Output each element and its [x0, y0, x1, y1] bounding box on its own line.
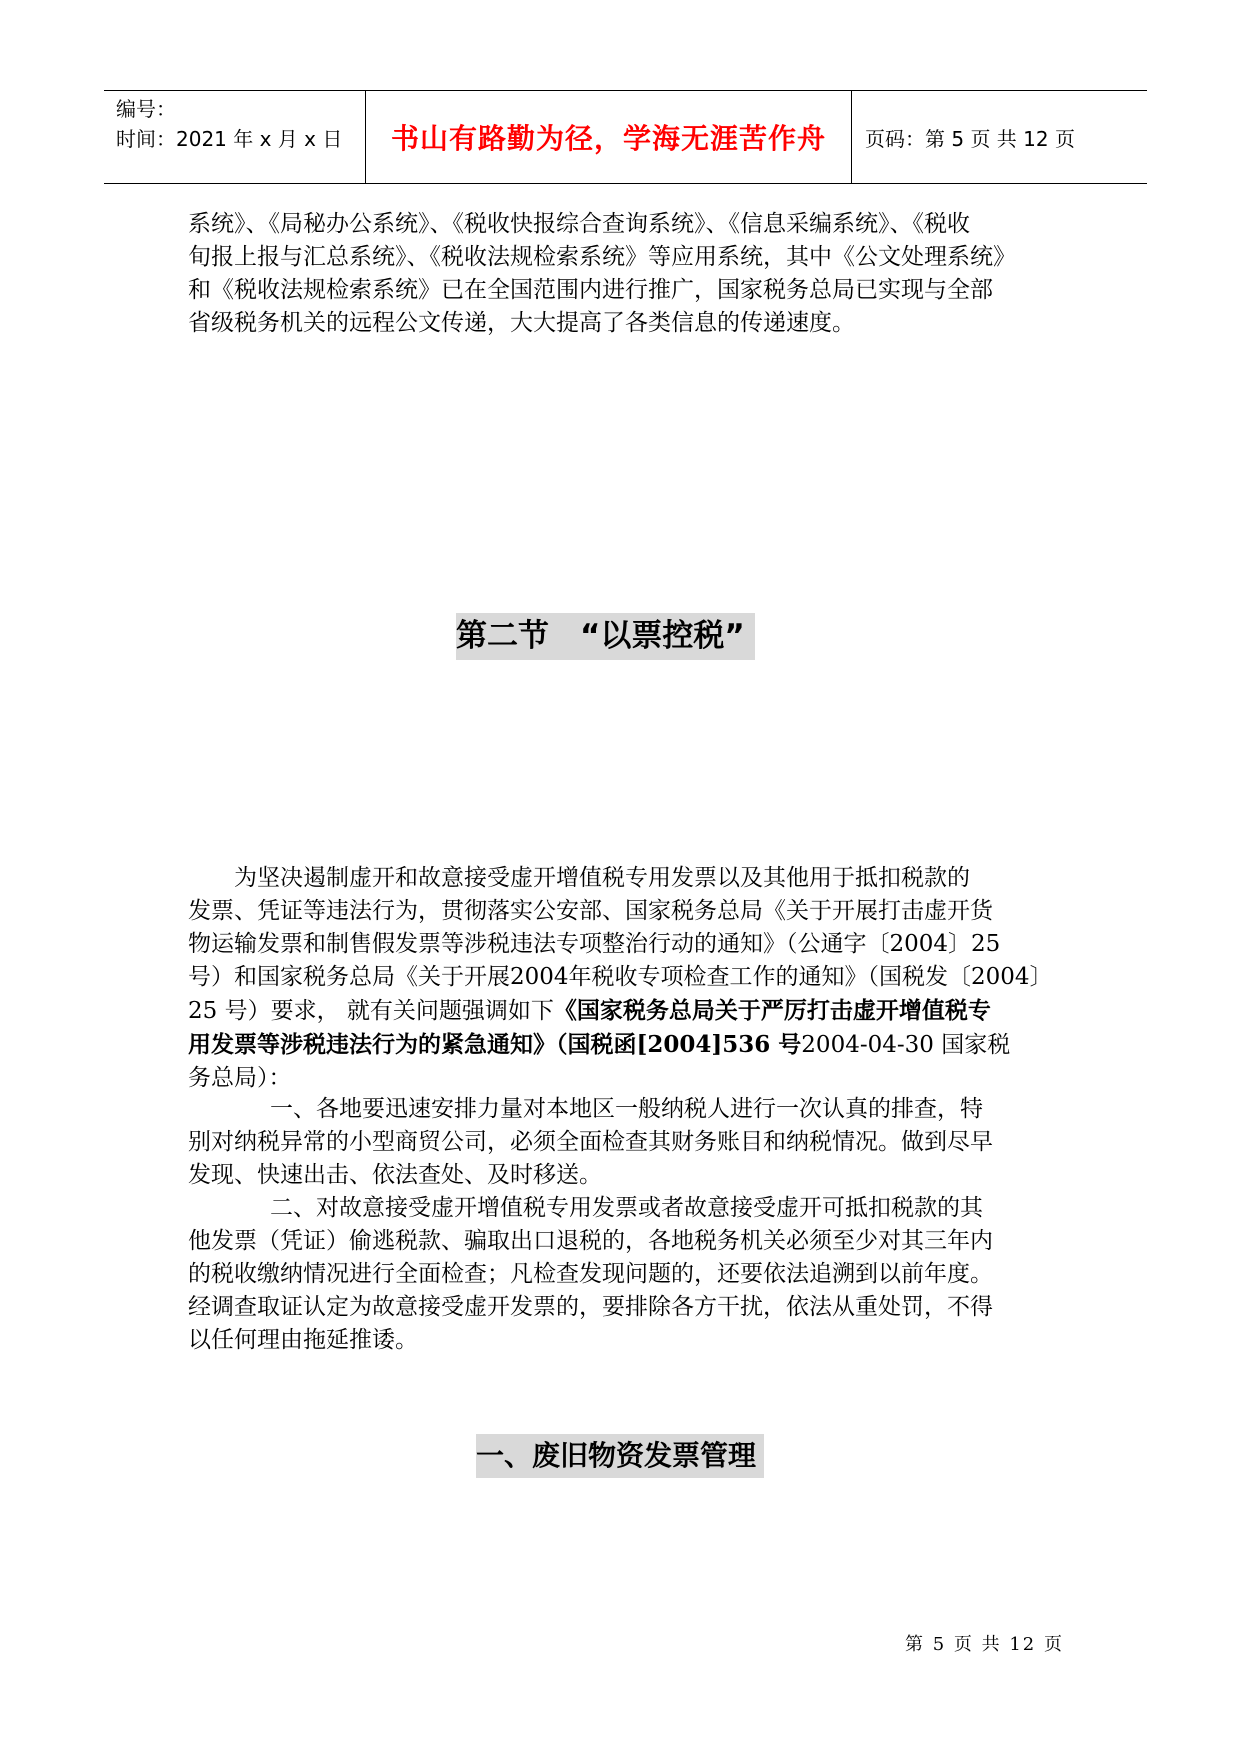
item-two-paragraph [188, 1192, 1068, 1357]
intro-line: 旬报上报与汇总系统》、《税收法规检索系统》等应用系统，其中《公文处理系统》 [188, 244, 1016, 270]
main-line: 物运输发票和制售假发票等涉税违法专项整治行动的通知》（公通字〔2004〕25 [188, 931, 1001, 957]
item-one-line: 发现、快速出击、依法查处、及时移送。 [188, 1162, 602, 1188]
subsection-heading: 一、废旧物资发票管理 [476, 1434, 764, 1478]
page-footer: 第 5 页 共 12 页 [905, 1634, 1064, 1655]
header-page-label: 页码：第 5 页 共 12 页 [865, 126, 1075, 151]
item-one-paragraph [188, 1093, 1068, 1192]
item-two-line: 经调查取证认定为故意接受虚开发票的，要排除各方干扰，依法从重处罚，不得 [188, 1294, 993, 1320]
main-line [188, 994, 1068, 1028]
main-line: 务总局）： [188, 1065, 292, 1091]
header-meta [104, 91, 366, 183]
document-code-label: 编号： [116, 97, 176, 121]
intro-line: 系统》、《局秘办公系统》、《税收快报综合查询系统》、《信息采编系统》、《税收 [188, 211, 970, 237]
intro-line: 省级税务机关的远程公文传递，大大提高了各类信息的传递速度。 [188, 310, 855, 336]
main-line-text: 25 号）要求， 就有关问题强调如下 [188, 998, 554, 1024]
item-one-line: 别对纳税异常的小型商贸公司，必须全面检查其财务账目和纳税情况。做到尽早 [188, 1129, 993, 1155]
item-two-line: 以任何理由拖延推诿。 [188, 1327, 418, 1353]
item-two-line: 的税收缴纳情况进行全面检查；凡检查发现问题的，还要依法追溯到以前年度。 [188, 1261, 993, 1287]
notice-title-part: 《国家税务总局关于严厉打击虚开增值税专 [553, 997, 991, 1024]
main-line: 号）和国家税务总局《关于开展2004年税收专项检查工作的通知》（国税发〔2004〕 [188, 964, 1053, 990]
item-two-line: 二、对故意接受虚开增值税专用发票或者故意接受虚开可抵扣税款的其 [270, 1195, 983, 1221]
header-motto: 书山有路勤为径，学海无涯苦作舟 [366, 91, 852, 183]
page-header [104, 90, 1147, 184]
section-heading: 第二节 “以票控税” [456, 613, 755, 660]
main-line [188, 1028, 1068, 1062]
notice-title-part: 用发票等涉税违法行为的紧急通知》（国税函[2004]536 号 [188, 1031, 802, 1058]
main-paragraph [188, 862, 1068, 1095]
item-two-line: 他发票（凭证）偷逃税款、骗取出口退税的，各地税务机关必须至少对其三年内 [188, 1228, 993, 1254]
main-line: 发票、凭证等违法行为，贯彻落实公安部、国家税务总局《关于开展打击虚开货 [188, 898, 993, 924]
document-time-label: 时间：2021 年 x 月 x 日 [116, 127, 343, 151]
intro-paragraph [188, 208, 1068, 340]
main-line: 为坚决遏制虚开和故意接受虚开增值税专用发票以及其他用于抵扣税款的 [234, 865, 970, 891]
notice-date-text: 2004-04-30 国家税 [801, 1032, 1011, 1058]
item-one-line: 一、各地要迅速安排力量对本地区一般纳税人进行一次认真的排查，特 [270, 1096, 983, 1122]
intro-line: 和《税收法规检索系统》已在全国范围内进行推广，国家税务总局已实现与全部 [188, 277, 993, 303]
